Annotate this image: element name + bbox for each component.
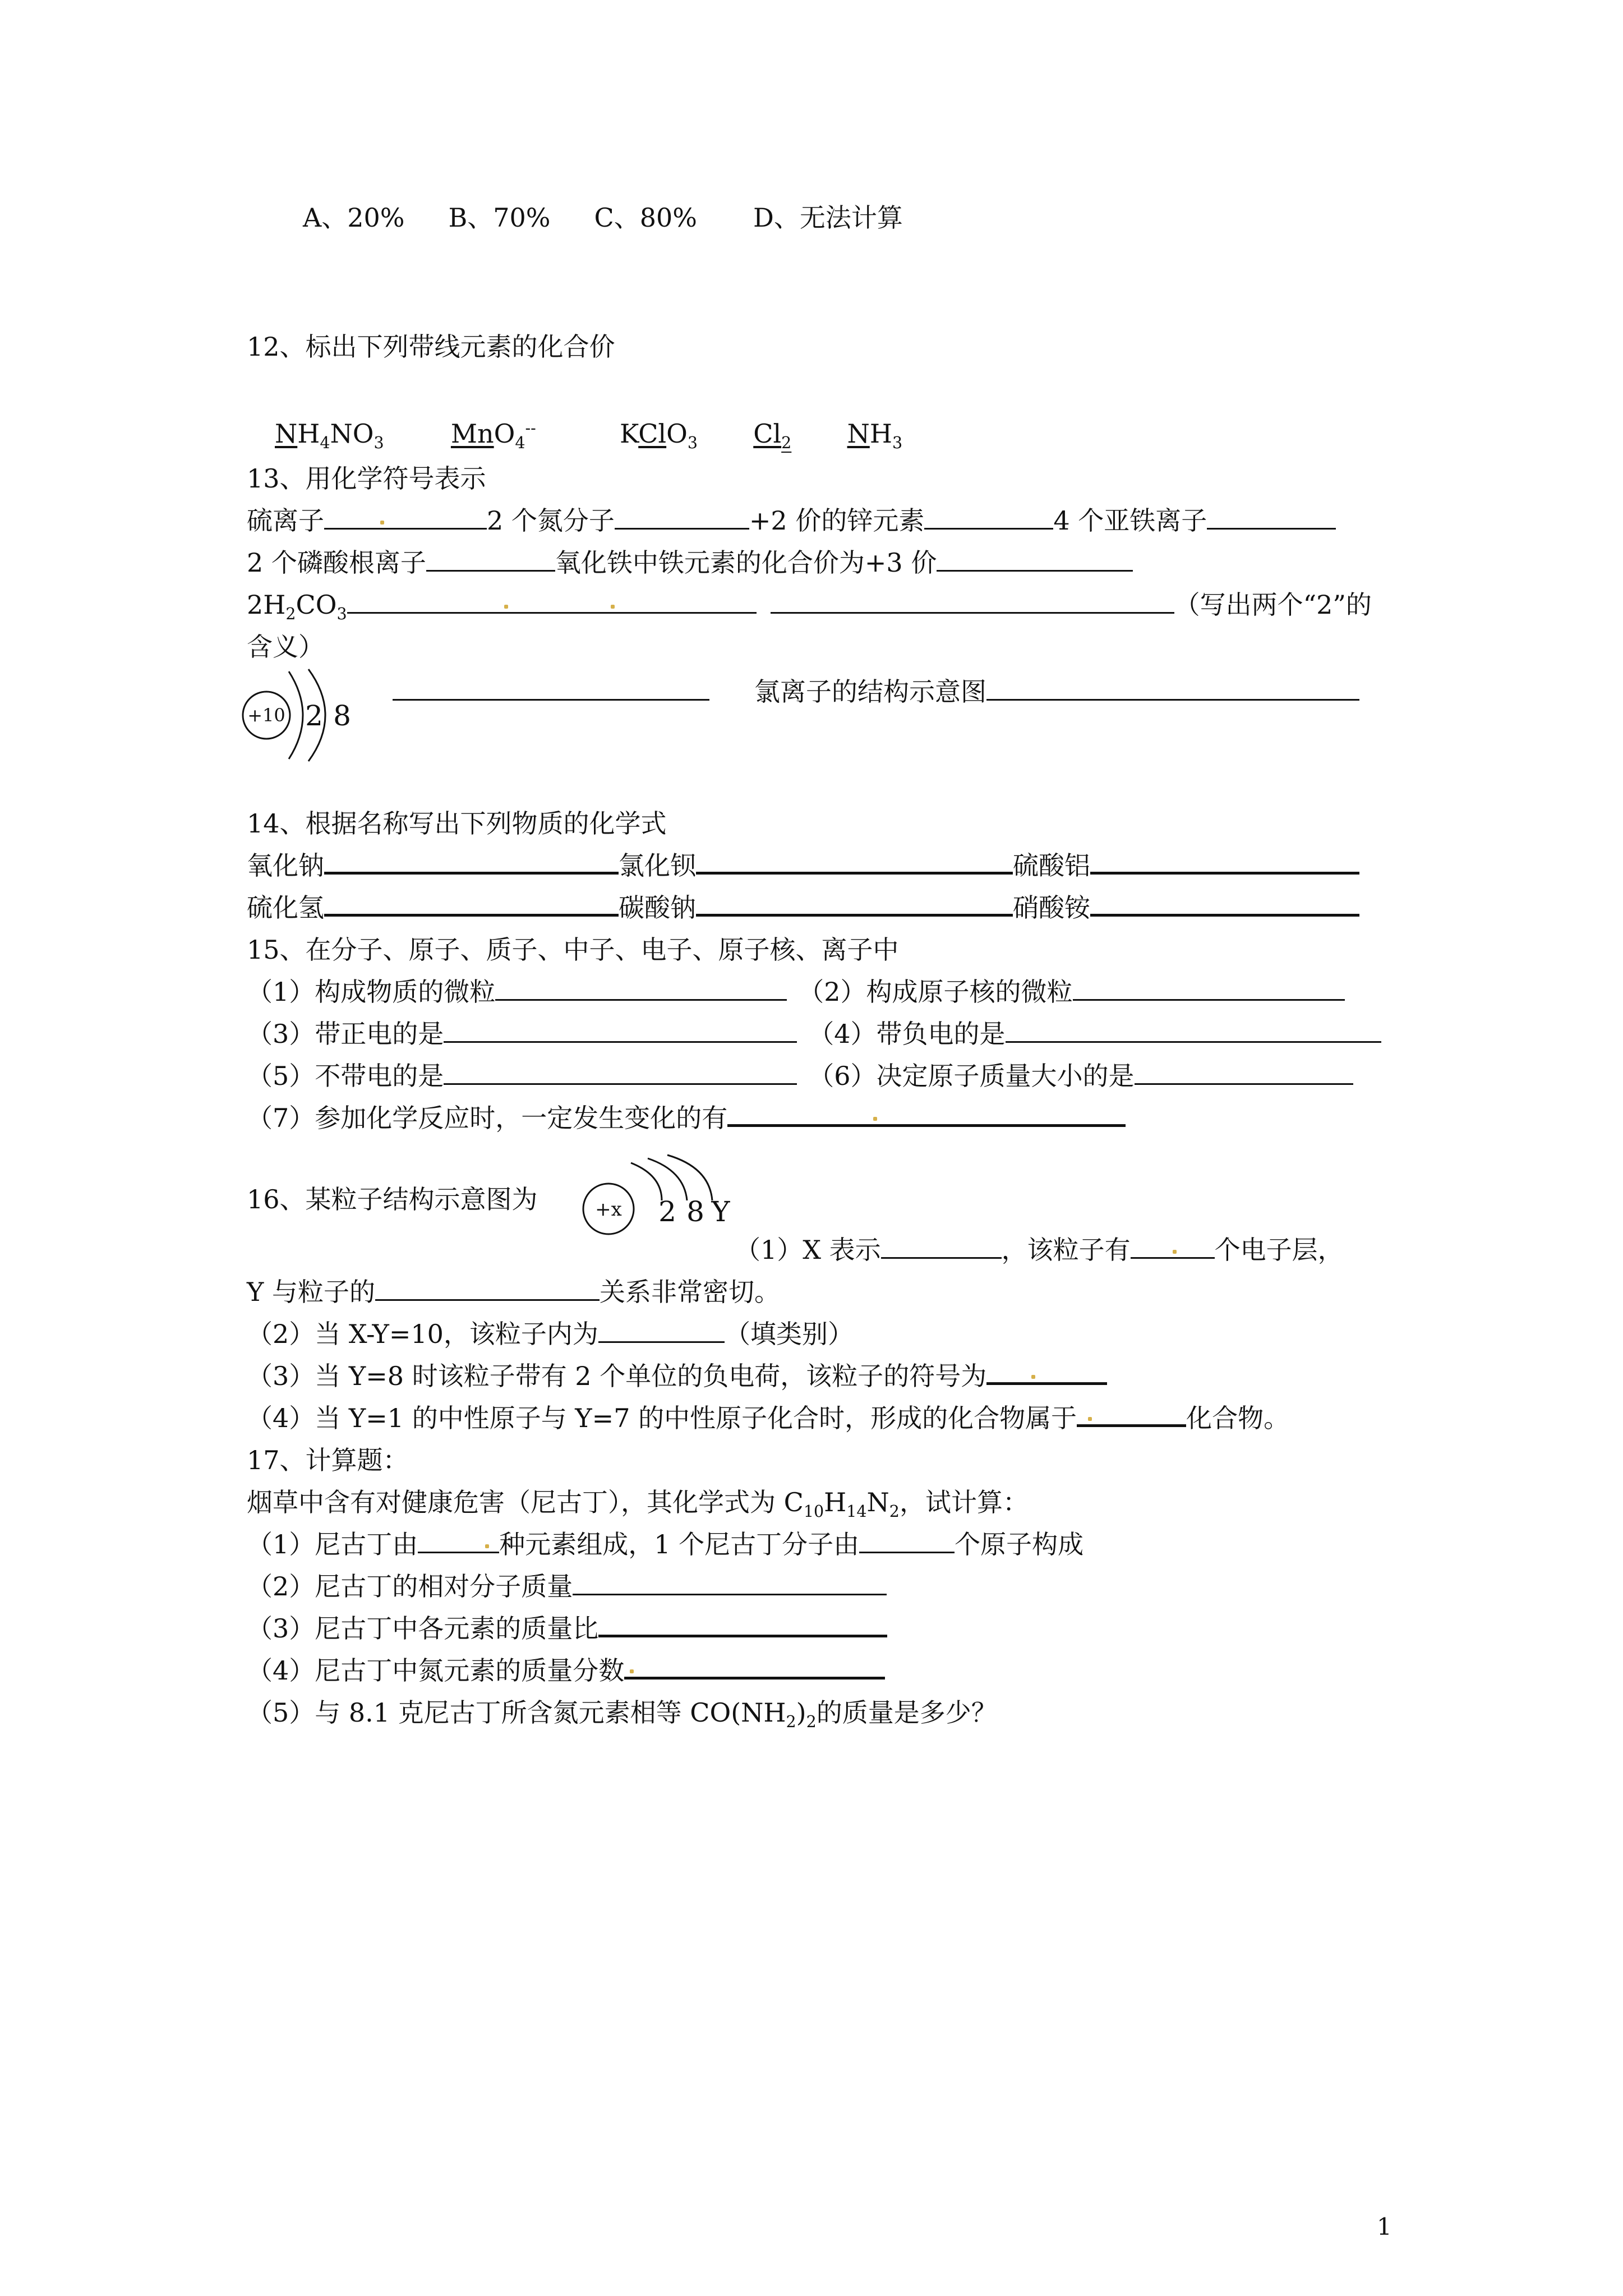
particle-structure-diagram: [578, 1153, 746, 1248]
q16-s2: [247, 1321, 854, 1347]
note-two-meanings: （写出两个“2”的: [1174, 590, 1372, 620]
q15-item-2: （2）构成原子核的微粒: [798, 977, 1073, 1007]
answer-blank[interactable]: [937, 570, 1133, 572]
q13-diagram-line: [393, 679, 1359, 705]
answer-blank[interactable]: [615, 528, 749, 530]
label-zinc-plus2: +2 价的锌元素: [749, 505, 925, 536]
q16-s4: [247, 1405, 1289, 1431]
q12-formulas: [275, 418, 903, 453]
answer-blank[interactable]: [1073, 999, 1345, 1001]
q17-s4: [247, 1655, 885, 1686]
q14-row2: [247, 892, 1359, 923]
q14-title: 14、根据名称写出下列物质的化学式: [247, 808, 667, 839]
q13-line4: 含义）: [247, 632, 324, 662]
answer-blank[interactable]: [426, 570, 555, 572]
answer-blank[interactable]: [859, 1552, 955, 1553]
answer-blank[interactable]: [986, 699, 1359, 701]
answer-blank[interactable]: [347, 612, 757, 614]
q15-title: 15、在分子、原子、质子、中子、电子、原子核、离子中: [247, 935, 899, 965]
q11-option-c: C、80%: [594, 203, 697, 233]
q16-s2-label: （2）当 X-Y=10，该粒子内为: [247, 1319, 598, 1349]
answer-blank[interactable]: [375, 1299, 600, 1301]
answer-blank[interactable]: [986, 1382, 1107, 1385]
shell-electrons: 2: [305, 700, 323, 732]
q17-s1-end: 个原子构成: [955, 1529, 1084, 1559]
q15-item-7: （7）参加化学反应时，一定发生变化的有: [247, 1103, 728, 1133]
q11-option-a: A、20%: [303, 203, 405, 233]
answer-blank[interactable]: [1006, 1041, 1381, 1043]
shell-electrons: 8: [333, 700, 351, 732]
q15-row1: [247, 979, 1345, 1005]
q14-row1: [247, 850, 1359, 881]
q16-s3-label: （3）当 Y=8 时该粒子带有 2 个单位的负电荷，该粒子的符号为: [247, 1361, 987, 1391]
answer-blank[interactable]: [924, 528, 1053, 530]
q16-s4-label: （4）当 Y=1 的中性原子与 Y=7 的中性原子化合时，形成的化合物属于: [247, 1403, 1077, 1433]
formula-2h2co3: $2H_2CO_3$: [247, 590, 347, 624]
q11-options: [303, 205, 903, 231]
nucleus-charge: +10: [247, 705, 285, 726]
q11-option-d: D、无法计算: [753, 203, 903, 233]
q17-s2: [247, 1571, 887, 1602]
nucleus-charge: +x: [595, 1198, 622, 1221]
q15-item-6: （6）决定原子质量大小的是: [808, 1061, 1135, 1091]
answer-blank[interactable]: [324, 914, 619, 917]
formula-nh3: $NH_3$: [847, 418, 903, 453]
answer-blank[interactable]: [444, 1083, 797, 1085]
answer-blank[interactable]: [1090, 914, 1359, 917]
answer-blank[interactable]: [598, 1341, 725, 1343]
answer-blank[interactable]: [881, 1257, 1002, 1259]
q16-s1-mid: ，该粒子有: [1001, 1235, 1131, 1265]
label-sodium-oxide: 氧化钠: [247, 850, 324, 881]
answer-blank[interactable]: [1135, 1083, 1353, 1085]
answer-blank[interactable]: [573, 1594, 887, 1595]
label-four-ferrous-ions: 4 个亚铁离子: [1053, 505, 1207, 536]
neon-structure-diagram: [236, 665, 370, 766]
shell-arc: [289, 671, 303, 759]
answer-blank[interactable]: [324, 528, 487, 530]
label-chloride-diagram: 氯离子的结构示意图: [754, 677, 986, 707]
label-iron-oxide-valence: 氧化铁中铁元素的化合价为+3 价: [555, 547, 937, 578]
q17-intro: 烟草中含有对健康危害（尼古丁），其化学式为 $C_{10}H_{14}N_2$，试计算：: [247, 1487, 1029, 1521]
q15-row2: [247, 1021, 1381, 1047]
answer-blank[interactable]: [1131, 1257, 1215, 1259]
answer-blank[interactable]: [1207, 528, 1336, 530]
answer-blank[interactable]: [1077, 1424, 1186, 1427]
q13-line1: [247, 505, 1336, 536]
label-ammonium-nitrate: 硝酸铵: [1013, 892, 1090, 923]
label-hydrogen-sulfide: 硫化氢: [247, 892, 324, 923]
q17-s1-label: （1）尼古丁由: [247, 1529, 418, 1559]
formula-cl2: $Cl_2$: [753, 418, 792, 453]
q16-title: 16、某粒子结构示意图为: [247, 1184, 538, 1214]
q16-y-end: 关系非常密切。: [600, 1277, 780, 1307]
q16-y-label: Y 与粒子的: [247, 1277, 375, 1307]
q16-s1-line: [735, 1237, 1344, 1263]
q11-option-b: B、70%: [448, 203, 551, 233]
q17-s3-label: （3）尼古丁中各元素的质量比: [247, 1613, 599, 1644]
q13-line2: [247, 547, 1133, 578]
shell-arc: [631, 1163, 662, 1200]
q15-item-3: （3）带正电的是: [247, 1019, 444, 1049]
q17-title: 17、计算题：: [247, 1445, 409, 1475]
formula-mno4: MnO$_4$--: [450, 418, 536, 453]
shell-arc: [648, 1158, 687, 1200]
q17-s2-label: （2）尼古丁的相对分子质量: [247, 1571, 573, 1602]
shell-electrons: 8: [686, 1195, 704, 1228]
q16-s4-end: 化合物。: [1186, 1403, 1290, 1433]
q16-s2-note: （填类别）: [724, 1319, 854, 1349]
q15-item-1: （1）构成物质的微粒: [247, 977, 496, 1007]
label-sodium-carbonate: 碳酸钠: [619, 892, 696, 923]
label-sulfide-ion: 硫离子: [247, 505, 324, 536]
answer-blank[interactable]: [324, 872, 619, 875]
label-aluminum-sulfate: 硫酸铝: [1013, 850, 1090, 881]
q16-s1-end: 个电子层，: [1214, 1235, 1344, 1265]
shell-electrons: 2: [658, 1195, 676, 1228]
label-two-phosphate-ions: 2 个磷酸根离子: [247, 547, 426, 578]
q15-item-4: （4）带负电的是: [808, 1019, 1006, 1049]
q17-s1-mid: 种元素组成，1 个尼古丁分子由: [499, 1529, 860, 1559]
q13-title: 13、用化学符号表示: [247, 463, 486, 494]
answer-blank[interactable]: [624, 1677, 885, 1680]
label-barium-chloride: 氯化钡: [619, 850, 696, 881]
answer-blank[interactable]: [444, 1041, 797, 1043]
answer-blank[interactable]: [771, 612, 1174, 614]
answer-blank[interactable]: [598, 1635, 887, 1637]
answer-blank[interactable]: [495, 999, 787, 1001]
q15-row4: [247, 1105, 1126, 1131]
answer-blank[interactable]: [696, 872, 1013, 875]
q13-line3: [247, 590, 1372, 624]
answer-blank[interactable]: [1090, 872, 1359, 875]
q17-s3: [247, 1613, 887, 1644]
page-number: 1: [1377, 2213, 1392, 2240]
q15-item-5: （5）不带电的是: [247, 1061, 444, 1091]
answer-blank[interactable]: [727, 1124, 1126, 1127]
shell-arc: [667, 1155, 712, 1200]
formula-nh4no3: $NH_4NO_3$: [275, 418, 384, 453]
q17-s1: [247, 1531, 1083, 1557]
q17-s4-label: （4）尼古丁中氮元素的质量分数: [247, 1655, 625, 1686]
formula-kclo3: KClO$_3$: [620, 418, 698, 453]
label-two-nitrogen-molecules: 2 个氮分子: [487, 505, 615, 536]
q16-s3: [247, 1363, 1107, 1389]
q15-row3: [247, 1063, 1353, 1089]
q16-s1-label: （1）X 表示: [735, 1235, 881, 1265]
shell-electrons: Y: [711, 1195, 730, 1228]
answer-blank[interactable]: [418, 1552, 499, 1553]
q17-s5: （5）与 8.1 克尼古丁所含氮元素相等 $CO(NH_2)_2$的质量是多少？: [247, 1697, 997, 1732]
q16-s1-cont: [247, 1279, 780, 1305]
answer-blank[interactable]: [696, 914, 1013, 917]
answer-blank[interactable]: [393, 699, 709, 701]
q12-title: 12、标出下列带线元素的化合价: [247, 332, 615, 362]
